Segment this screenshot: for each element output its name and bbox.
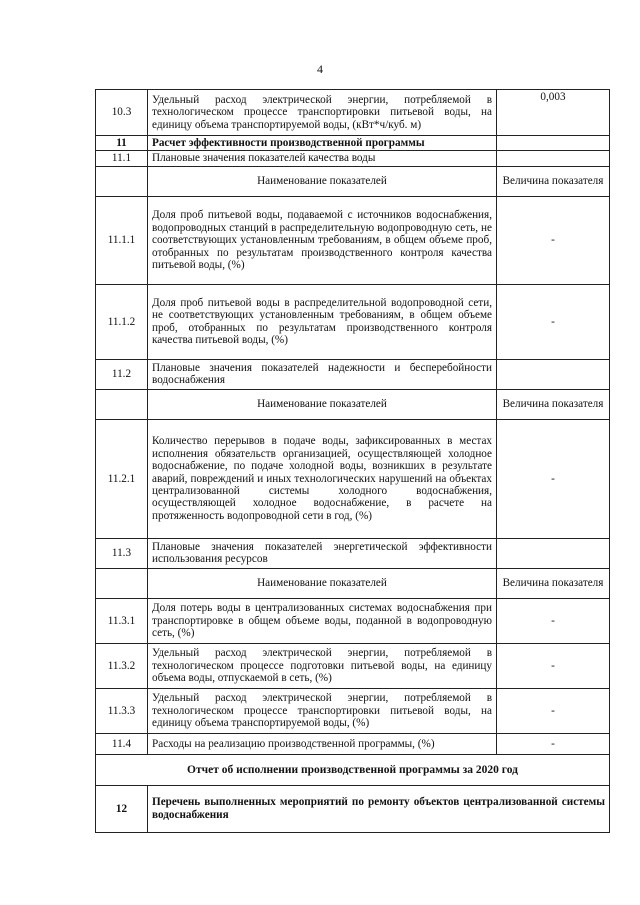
row-number: 11.1.2	[96, 284, 148, 359]
row-number: 10.3	[96, 90, 148, 136]
table-row	[96, 643, 610, 688]
table-row	[96, 688, 610, 733]
table-row	[96, 196, 610, 284]
row-value: -	[497, 419, 610, 538]
column-header-row	[96, 389, 610, 419]
column-header-value: Величина показателя	[497, 166, 610, 196]
row-text: Доля потерь воды в централизованных системах водоснабжения при транспортировке в общем объеме воды, поданной в водопроводную сеть, (%)	[148, 598, 497, 643]
row-text: Перечень выполненных мероприятий по ремонту объектов централизованной системы водоснабжения	[148, 785, 610, 832]
table-row	[96, 598, 610, 643]
row-text: Доля проб питьевой воды, подаваемой с источников водоснабжения, водопроводных станций в распределительную водопроводную сеть, не соответствующих установленным требованиям, в общем объеме проб, отобранных по результатам производственного контроля качества питьевой воды, (%)	[148, 196, 497, 284]
row-number: 11	[96, 136, 148, 151]
row-value: -	[497, 598, 610, 643]
table-row	[96, 733, 610, 754]
row-value: -	[497, 643, 610, 688]
row-text: Доля проб питьевой воды в распределительной водопроводной сети, не соответствующих установленным требованиям, в общем объеме проб, отобранных по результатам производственного контроля качества питьевой воды, (%)	[148, 284, 497, 359]
column-header-name: Наименование показателей	[148, 568, 497, 598]
indicators-table	[95, 89, 610, 833]
row-value	[497, 136, 610, 151]
row-text: Удельный расход электрической энергии, потребляемой в технологическом процессе подготовки питьевой воды, на единицу объема воды, отпускаемой в сеть, (%)	[148, 643, 497, 688]
row-number: 11.3	[96, 538, 148, 568]
subsection-title: Плановые значения показателей энергетической эффективности использования ресурсов	[148, 538, 497, 568]
empty-cell	[96, 389, 148, 419]
column-header-name: Наименование показателей	[148, 389, 497, 419]
row-number: 11.1.1	[96, 196, 148, 284]
report-heading-row	[96, 754, 610, 785]
subsection-title: Плановые значения показателей качества воды	[148, 151, 497, 166]
row-text: Расходы на реализацию производственной программы, (%)	[148, 733, 497, 754]
column-header-row	[96, 568, 610, 598]
row-value	[497, 151, 610, 166]
column-header-value: Величина показателя	[497, 389, 610, 419]
section-title: Расчет эффективности производственной программы	[148, 136, 497, 151]
section-row	[96, 136, 610, 151]
table-row	[96, 284, 610, 359]
subsection-title: Плановые значения показателей надежности и бесперебойности водоснабжения	[148, 359, 497, 389]
row-text: Удельный расход электрической энергии, потребляемой в технологическом процессе транспортировки питьевой воды, на единицу объема транспортируемой воды, (%)	[148, 688, 497, 733]
row-value: -	[497, 733, 610, 754]
subsection-row	[96, 151, 610, 166]
table-row	[96, 90, 610, 136]
row-value: -	[497, 196, 610, 284]
empty-cell	[96, 568, 148, 598]
row-text: Количество перерывов в подаче воды, зафиксированных в местах исполнения обязательств организацией, осуществляющей холодное водоснабжение, по подаче холодной воды, возникших в результате аварий, повреждений и иных технологических нарушений на объектах централизованной системы холодного водоснабжения, осуществляющей холодное водоснабжение, в расчете на протяженность водопроводной сети в год, (%)	[148, 419, 497, 538]
row-value	[497, 359, 610, 389]
empty-cell	[96, 166, 148, 196]
row-number: 11.2.1	[96, 419, 148, 538]
row-text: Удельный расход электрической энергии, потребляемой в технологическом процессе транспортировки питьевой воды, на единицу объема транспортируемой воды, (кВт*ч/куб. м)	[148, 90, 497, 136]
row-value: -	[497, 284, 610, 359]
row-value: 0,003	[497, 90, 610, 136]
row-number: 11.3.3	[96, 688, 148, 733]
column-header-row	[96, 166, 610, 196]
row-number: 11.3.1	[96, 598, 148, 643]
column-header-name: Наименование показателей	[148, 166, 497, 196]
subsection-row	[96, 538, 610, 568]
page-number: 4	[317, 62, 323, 76]
row-number: 11.3.2	[96, 643, 148, 688]
table-row	[96, 419, 610, 538]
row-value: -	[497, 688, 610, 733]
row-number: 11.4	[96, 733, 148, 754]
column-header-value: Величина показателя	[497, 568, 610, 598]
row-number: 11.1	[96, 151, 148, 166]
subsection-row	[96, 359, 610, 389]
table-row	[96, 785, 610, 832]
row-number: 12	[96, 785, 148, 832]
row-number: 11.2	[96, 359, 148, 389]
report-heading: Отчет об исполнении производственной программы за 2020 год	[96, 754, 610, 785]
row-value	[497, 538, 610, 568]
